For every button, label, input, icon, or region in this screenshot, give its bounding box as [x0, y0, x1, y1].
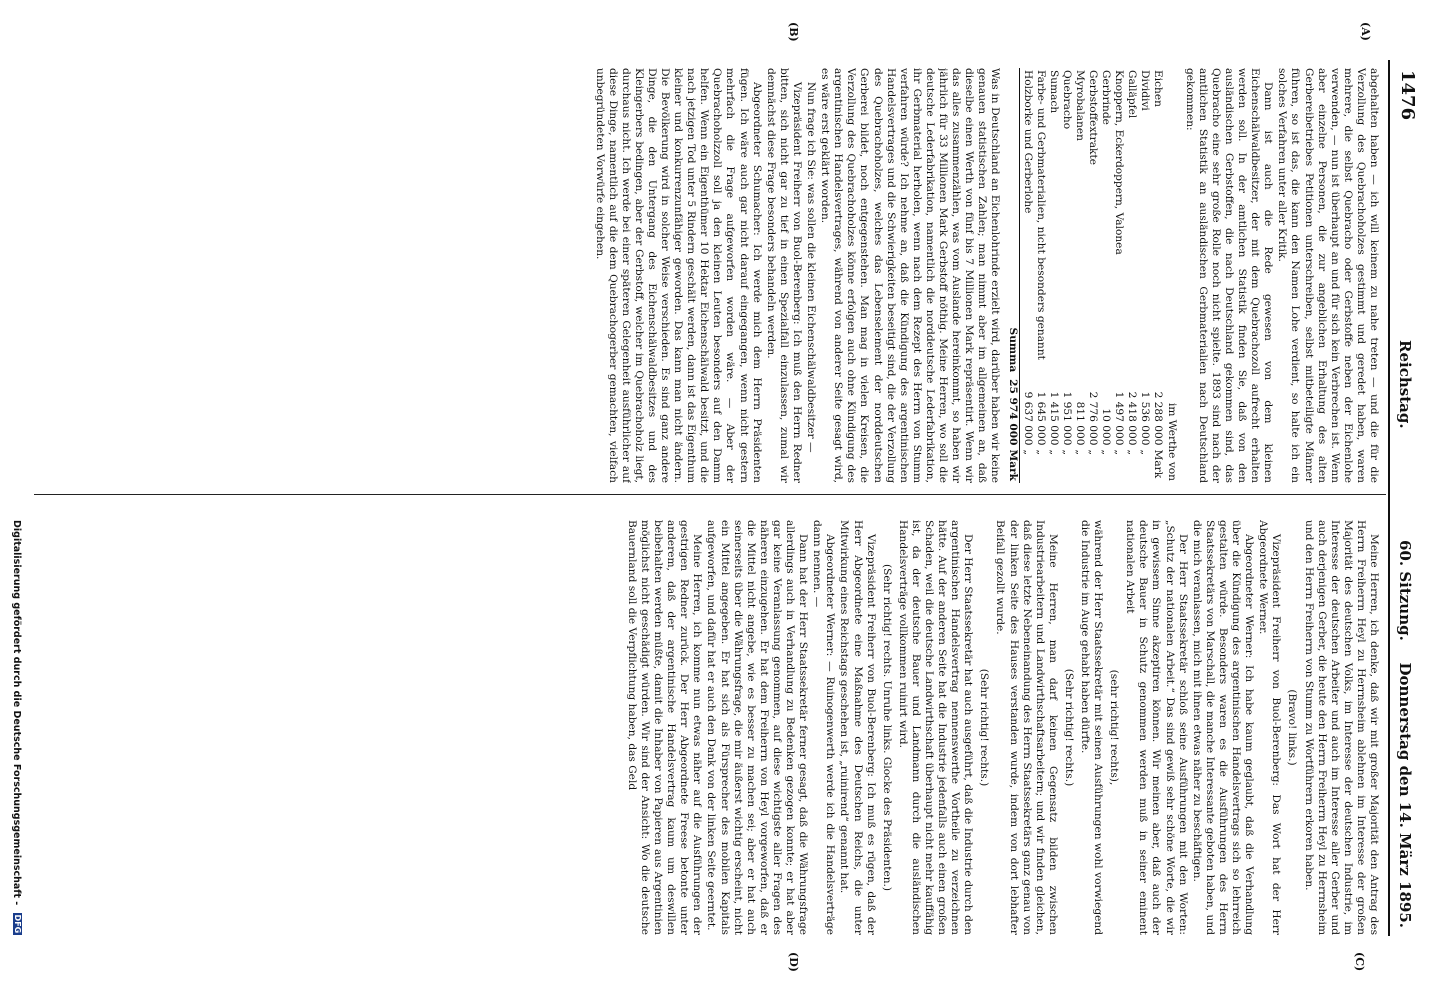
footer-text: Digitalisierung gefördert durch die Deutsche Forschungsgemeinschaft -: [11, 520, 22, 906]
paragraph: während der Herr Staatssekretär mit seinen Ausführungen wohl vorwiegend die Industrie im Auge gehabt haben dürfte.: [1079, 520, 1105, 935]
paragraph: Was in Deutschland an Eichenlohrinde erzielt wird, darüber haben wir keine genauen statistischen Zahlen; man nimmt aber im allgemeinen an, daß dieselbe einen Werth von fünf bis 7 Millionen Mark repräsentirt. Wenn wir das alles zusammenzählen, was vom Auslande hereinkommt, so haben wir jährlich für 33 Millionen Mark Gerbstoff nöthig. Meine Herren, wo soll die deutsche Lederfabrikation, namentlich die norddeutsche Lederfabrikation, ihr Gerbmaterial herholen, wenn nach dem Rezept des Herrn von Stumm verfahren würde? Ich nehme an, daß die Kündigung des argentinischen Handelsvertrages und die Schwierigkeiten beseitigt sind, die der Verzollung des Quebrachoholzes, welches das Lebenselement der norddeutschen Gerberei bildet, noch entgegenstehen. Man mag in vielen Kreisen, die Verzollung des Quebrachoholzes könne erfolgen auch ohne Kündigung des argentinischen Handelsvertrages, während von anderer Seite gesagt wird, es wäre erst geklärt worden.: [819, 68, 1002, 483]
paragraph: Der Herr Staatssekretär schloß seine Ausführungen mit den Worten: „Schutz der nationalen Arbeit.“ Das sind gewiß sehr schöne Worte, die wir in gewissem Sinne akzeptiren können. Wir meinen aber, daß auch der deutsche Bauer in Schutz genommen werden muß in seiner eminent nationalen Arbeit: [1124, 520, 1189, 935]
chamber-title: Reichstag.: [1396, 340, 1414, 429]
table-row: [1086, 68, 1099, 483]
table-value: 2 288 000: [1152, 391, 1165, 446]
table-unit: „: [1113, 449, 1126, 455]
paragraph: Meine Herren, ich denke, daß wir mit großer Majorität den Antrag des Herrn Freiherrn Heyl zu Herrnsheim ablehnen im Interesse der großen Majorität des deutschen Volks, im Interesse der deutschen Industrie, im Interesse der deutschen Arbeiter und auch im Interesse aller Gerber und auch derjenigen Gerber, die heute den Herrn Freiherrn Heyl zu Herrnsheim und den Herrn Freiherrn von Stumm zu Wortführern erkoren haben.: [1302, 520, 1380, 935]
table-unit: „: [1034, 449, 1047, 455]
table-row: [1034, 68, 1047, 483]
table-unit: „: [1073, 449, 1086, 455]
table-value: 9 637 000: [1021, 391, 1034, 446]
table-unit: Mark: [1152, 449, 1165, 479]
margin-mark-d: (D): [787, 952, 800, 972]
table-sum-value: 25 974 000: [1006, 374, 1020, 447]
table-row: [1151, 68, 1164, 483]
table-sum-label: Summa: [1006, 68, 1020, 374]
speaker-paragraph: Vizepräsident Freiherr von Buol-Berenberg: Das Wort hat der Herr Abgeordnete Werner.: [1257, 520, 1283, 935]
page-header: [1388, 60, 1418, 936]
table-value: 1 536 000: [1139, 391, 1152, 446]
table-label: Farbe- und Gerbmaterialien, nicht besonders genannt: [1034, 70, 1047, 360]
paragraph: Dann hat der Herr Staatssekretär ferner gesagt, daß die Währungsfrage allerdings auch in Verhandlung zu Bedenken gezogen konnte; er hat aber gar keine Veranlassung genommen, auf diese wichtigste aller Fragen des näheren einzugehen. Er hat dem Freiherrn von Heyl vorgeworfen, daß er die Mittel nicht angebe, wie es besser zu machen sei; aber er hat auch seinerseits über die Währungsfrage, die mir äußerst wichtig erscheint, nicht ein Mittel angegeben. Er hat sich als Fürsprecher des mobilen Kapitals aufgeworfen, und dafür hat er auch den Dank von der linken Seite geerntet.: [705, 520, 810, 935]
reaction-note: (Sehr richtig! rechts.): [978, 668, 991, 787]
table-label: Myrobalanen: [1073, 70, 1086, 141]
table-unit: „: [1126, 449, 1139, 455]
table-label: Dividivi: [1139, 70, 1152, 111]
table-label: Sumach: [1047, 70, 1060, 114]
paragraph: Dann ist auch die Rede gewesen von dem kleinen Eichenschälwaldbesitzer, der mit dem Quebrachozoll aufrecht erhalten werden soll. In der amtlichen Statistik finden Sie, daß von den ausländischen Gerbstoffen, die nach Deutschland gekommen sind, das Quebracho eine sehr große Rolle noch nicht spielte. 1893 sind nach der amtlichen Statistik an ausländischen Gerbmaterialien nach Deutschland gekommen:: [1183, 68, 1275, 483]
table-label: Holzborke und Gerberlohe: [1021, 70, 1034, 214]
digitization-footer: [8, 520, 22, 990]
table-unit: „: [1021, 449, 1034, 455]
table-value: 1 645 000: [1034, 391, 1047, 446]
table-row: [1047, 68, 1060, 483]
table-row: [1099, 68, 1112, 483]
table-row: [1138, 68, 1151, 483]
margin-mark-c: (C): [1353, 952, 1366, 972]
dfg-logo: DFG: [13, 914, 22, 934]
left-column: [40, 68, 1380, 483]
table-unit: „: [1100, 449, 1113, 455]
session-title: 60. Sitzung.: [1396, 540, 1414, 641]
table-value: 1 415 000: [1047, 391, 1060, 446]
table-sum-unit: Mark: [1007, 449, 1020, 481]
session-date: Donnerstag den 14. März 1895.: [1396, 662, 1414, 928]
table-unit: „: [1087, 449, 1100, 455]
speaker-paragraph: Vizepräsident Freiherr von Buol-Berenberg: Ich muß den Herrn Redner bitten, sich nicht gar zu tief in einen Spezialfall einzulassen, zumal wir demnächst diese Frage besonders behandeln werden.: [764, 68, 803, 483]
table-unit: „: [1047, 449, 1060, 455]
table-value: 811 000: [1073, 401, 1086, 446]
table-row: [1125, 68, 1138, 483]
margin-mark-a: (A): [1359, 22, 1372, 41]
margin-mark-b: (B): [787, 22, 800, 42]
table-sum-row: [1006, 68, 1020, 483]
paragraph: Nun frage ich Sie: was sollen die kleinen Eichenschälwaldbesitzer —: [805, 82, 818, 453]
paragraph: Der Herr Staatssekretär hat auch ausgeführt, daß die Industrie durch den argentinischen Handelsvertrag nennenswerthe Vortheile zu verzeichnen hätte. Auf der anderen Seite hat die Industrie jedenfalls auch einen großen Schaden, weil die deutsche Landwirthschaft überhaupt nicht mehr kauffähig ist, da der deutsche Bauer und Landmann durch die ausländischen Handelsverträge vollkommen ruinirt wird.: [896, 520, 975, 935]
table-unit: „: [1060, 449, 1073, 455]
reaction-note: (Bravo! links.): [1286, 689, 1299, 766]
table-label: Knoppern, Eckerdoppern, Valonea: [1113, 70, 1126, 255]
table-label: Gerbstoffextrakte: [1087, 70, 1100, 166]
table-header-row: [1165, 68, 1178, 483]
paragraph: Meine Herren, ich komme nun etwas näher auf die Ausführungen der gestrigen Redner zurück. Der Herr Abgeordnete Freese betonte unter anderem, daß der argentinische Handelsvertrag kaum um deswillen beibehalten werden müßte, damit die Inhaber von Papieren aus Argentinien möglichst nicht geschädigt würden. Wir sind der Ansicht: Wo die deutsche Bauernland soll die Verpflichtung haben, das Geld: [625, 520, 704, 935]
column-divider: [34, 494, 1386, 495]
speaker-paragraph: Vizepräsident Freiherr von Buol-Berenberg: Ich muß es rügen, daß der Herr Abgeordnete eine Maßnahme des Deutschen Reichs, die unter Mitwirkung eines Reichstags geschehen ist, „ruinirend“ genannt hat.: [838, 520, 877, 935]
table-value: 10 000: [1100, 408, 1113, 446]
tanning-import-table: [1006, 68, 1177, 483]
table-label: Galläpfel: [1126, 70, 1139, 119]
speaker-paragraph: Abgeordneter Werner: — Ruinogenwerth werde ich die Handelsverträge dann nennen. —: [811, 520, 837, 935]
table-row: [1073, 68, 1086, 483]
table-label: Quebracho: [1060, 70, 1073, 130]
paragraph: Meine Herren, man darf keinen Gegensatz bilden zwischen Industriearbeitern und Landwirthschaftsarbeitern; und wir finden gleichen, daß diese letzte Nebeneinandung des Herrn Staatssekretärs ganz genau von der linken Seite des Hauses verstanden wurde, indem von dort lebhafter Beifall gezollt wurde.: [994, 520, 1059, 935]
table-row: [1020, 68, 1034, 483]
right-column: [40, 520, 1380, 935]
table-row: [1060, 68, 1073, 483]
speaker-paragraph: Abgeordneter Schumacher: Ich werde mich dem Herrn Präsidenten fügen. Ich wäre auch gar nicht darauf eingegangen, wenn nicht gestern mehrfach die Frage aufgeworfen worden wäre. — Aber der Quebrachoholzzoll soll ja den kleinen Leuten besonders auf den Damm helfen. Wenn ein Eigenthümer 10 Hektar Eichenschälwald besitzt, und die nach jetzigen Tod unter 5 Rindern geschält werden, dann ist das Eigenthum kleiner und konkurrenzunfähiger geworden. Das kann man nicht ändern. Die Bevölkerung wird in solcher Weise verschieden. Es sind ganz andere Dinge, die den Untergang des Eichenschälwaldbesitzes und des Kleingerbers bedingen, aber der Gerbstoff, welcher im Quebrachoholz liegt, durchaus nicht. Ich werde bei einer späteren Gelegenheit ausführlicher auf diese Dinge, namentlich auf die dem Quebrachogerber gemachten, vielfach unbegründeten Vorwürfe eingehen.: [593, 68, 763, 483]
reaction-note: (sehr richtig! rechts),: [1108, 669, 1121, 786]
table-value: 2 418 000: [1126, 391, 1139, 446]
reaction-note: (Sehr richtig! rechts.): [1062, 668, 1075, 787]
paragraph: abgehalten haben — ich will keinem zu nahe treten — und die für die Verzollung des Quebrachoholzes gestimmt und geredet haben, waren mehrere, die selbst Quebracho oder Gerbstoffe neben der Eichenlohe verwenden, — nun ist überhaupt an und für sich kein Verbrechen ist. Wenn aber einzelne Personen, die zur angeblichen Erhaltung des alten Gerbereibetriebes Petitionen unterschreiben, selbst mitbeteiligte Männer führen, so ist das, die kann den Namen Lohe verdient, so halte ich ein solches Verfahren unter aller Kritik.: [1276, 68, 1380, 483]
table-unit: „: [1139, 449, 1152, 455]
table-header: im Werthe von: [1165, 402, 1178, 481]
table-value: 1 497 000: [1113, 391, 1126, 446]
table-label: Eichen: [1152, 70, 1165, 107]
reaction-note: (Sehr richtig! rechts. Unruhe links. Glocke des Präsidenten.): [880, 563, 893, 892]
table-label: Gerbrinde: [1100, 70, 1113, 125]
table-value: 2 776 000: [1087, 391, 1100, 446]
speaker-paragraph: Abgeordneter Werner: Ich habe kaum geglaubt, daß die Verhandlung über die Kündigung des argentinischen Handelsvertrags sich so lehrreich gestalten würde. Besonders waren es die Ausführungen des Herrn Staatssekretärs von Marschall, die manche Interessante geboten haben, und die mich veranlassen, mich mit ihnen etwas näher zu beschäftigen.: [1190, 520, 1256, 935]
table-row: [1112, 68, 1125, 483]
table-value: 1 951 000: [1060, 391, 1073, 446]
page-number: 1476: [1397, 70, 1418, 121]
